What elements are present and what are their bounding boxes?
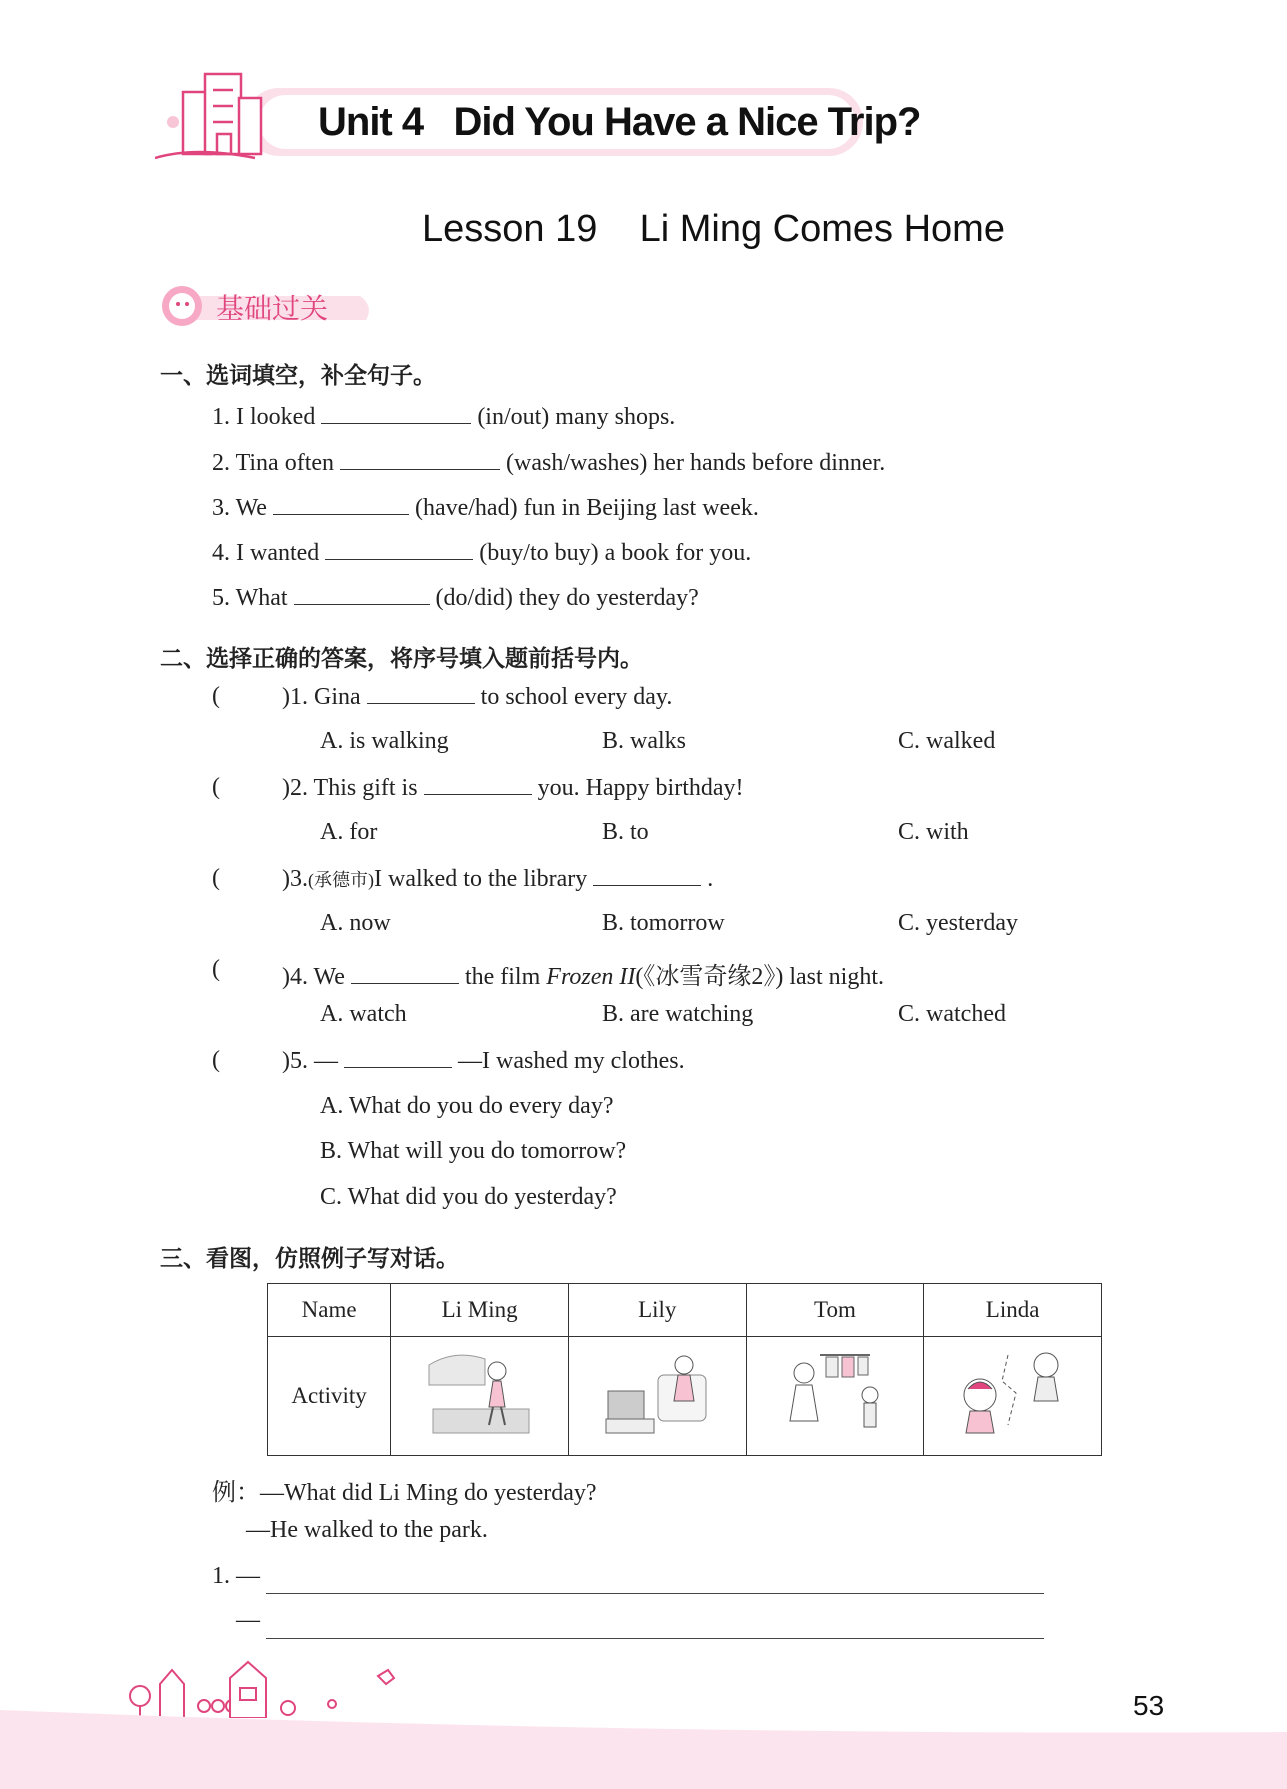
answer-line[interactable]	[266, 1593, 1044, 1594]
building-illustration-icon	[155, 74, 261, 158]
part2-item-5: )5. — —I washed my clothes.	[282, 1048, 685, 1074]
option-a[interactable]: A. is walking	[320, 728, 449, 754]
lesson-title: Lesson 19 Li Ming Comes Home	[422, 208, 1005, 250]
example-answer: —He walked to the park.	[246, 1517, 488, 1543]
table-header: Linda	[924, 1284, 1102, 1337]
fill-blank[interactable]	[273, 494, 409, 515]
part1-item-2: 2. Tina often (wash/washes) her hands before dinner.	[212, 450, 886, 476]
source-tag: (承德市)	[308, 870, 374, 890]
example-question: 例：—What did Li Ming do yesterday?	[212, 1480, 597, 1506]
part1-item-5: 5. What (do/did) they do yesterday?	[212, 585, 699, 611]
activity-table	[267, 1283, 1102, 1456]
option-c[interactable]: C. watched	[898, 1001, 1006, 1027]
table-header: Name	[268, 1284, 391, 1337]
fill-blank[interactable]	[344, 1047, 452, 1068]
row-label: Activity	[268, 1337, 391, 1456]
option-a[interactable]: A. watch	[320, 1001, 407, 1027]
part2-item-2: )2. This gift is you. Happy birthday!	[282, 775, 744, 801]
table-header: Lily	[568, 1284, 746, 1337]
washing-clothes-picture	[746, 1337, 924, 1456]
part1-heading: 一、选词填空，补全句子。	[160, 362, 436, 388]
answer-line[interactable]	[266, 1638, 1044, 1639]
section-badge-label: 基础过关	[216, 293, 329, 324]
phone-call-picture	[924, 1337, 1102, 1456]
part2-item-4: )4. We the film Frozen II(《冰雪奇缘2》) last night.	[282, 964, 885, 990]
page-number: 53	[1133, 1690, 1165, 1721]
fill-blank[interactable]	[321, 403, 471, 424]
part2-heading: 二、选择正确的答案，将序号填入题前括号内。	[160, 645, 643, 671]
unit-title: Unit 4 Did You Have a Nice Trip?	[318, 100, 921, 144]
fill-blank[interactable]	[325, 539, 473, 560]
fill-blank[interactable]	[294, 584, 430, 605]
option-c[interactable]: C. yesterday	[898, 910, 1018, 936]
option-b[interactable]: B. to	[602, 819, 649, 845]
answer-prefix-1: 1. —	[212, 1563, 260, 1589]
option-a[interactable]: A. for	[320, 819, 378, 845]
walking-in-park-picture	[391, 1337, 569, 1456]
answer-prefix-2: —	[236, 1607, 260, 1633]
footer-band	[0, 1710, 1287, 1789]
fill-blank[interactable]	[424, 774, 532, 795]
option-c[interactable]: C. walked	[898, 728, 996, 754]
answer-paren[interactable]: (	[212, 865, 220, 891]
part1-item-1: 1. I looked (in/out) many shops.	[212, 404, 676, 430]
table-header: Li Ming	[391, 1284, 569, 1337]
answer-paren[interactable]: (	[212, 774, 220, 800]
option-b[interactable]: B. are watching	[602, 1001, 754, 1027]
part3-heading: 三、看图，仿照例子写对话。	[160, 1245, 459, 1271]
footer-illustration-icon	[120, 1648, 420, 1718]
option-c[interactable]: C. What did you do yesterday?	[320, 1184, 617, 1210]
answer-paren[interactable]: (	[212, 683, 220, 709]
option-a[interactable]: A. now	[320, 910, 391, 936]
answer-paren[interactable]: (	[212, 956, 220, 982]
option-b[interactable]: B. tomorrow	[602, 910, 725, 936]
part1-item-4: 4. I wanted (buy/to buy) a book for you.	[212, 540, 752, 566]
watching-tv-picture	[568, 1337, 746, 1456]
fill-blank[interactable]	[351, 963, 459, 984]
part1-item-3: 3. We (have/had) fun in Beijing last week.	[212, 495, 759, 521]
part2-item-1: )1. Gina to school every day.	[282, 684, 673, 710]
option-b[interactable]: B. What will you do tomorrow?	[320, 1138, 627, 1164]
part2-item-3: )3.(承德市)I walked to the library .	[282, 866, 714, 892]
fill-blank[interactable]	[340, 449, 500, 470]
option-b[interactable]: B. walks	[602, 728, 686, 754]
table-header: Tom	[746, 1284, 924, 1337]
fill-blank[interactable]	[367, 683, 475, 704]
option-c[interactable]: C. with	[898, 819, 969, 845]
option-a[interactable]: A. What do you do every day?	[320, 1093, 614, 1119]
answer-paren[interactable]: (	[212, 1047, 220, 1073]
fill-blank[interactable]	[593, 865, 701, 886]
